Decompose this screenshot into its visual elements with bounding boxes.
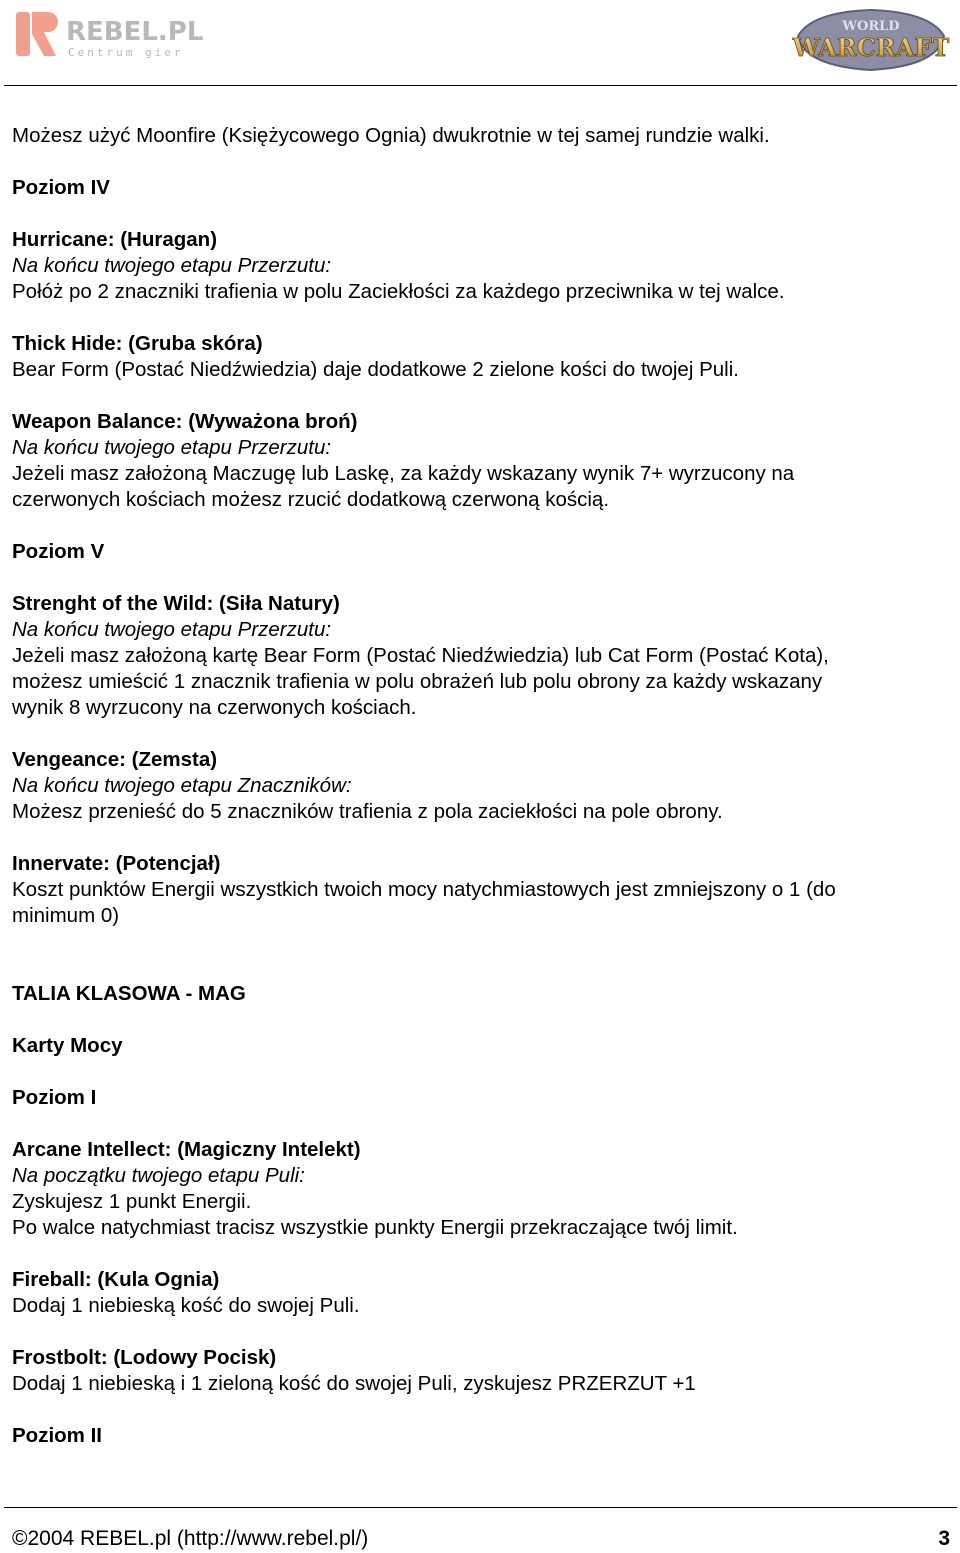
blank-line bbox=[12, 1397, 942, 1423]
text-line: Jeżeli masz założoną Maczugę lub Laskę, za każdy wskazany wynik 7+ wyrzucony na bbox=[12, 462, 795, 485]
blank-line bbox=[12, 825, 942, 851]
text-line: Zyskujesz 1 punkt Energii. bbox=[12, 1190, 252, 1213]
heading-line: TALIA KLASOWA - MAG bbox=[12, 982, 246, 1005]
svg-text:WORLD: WORLD bbox=[842, 19, 900, 34]
heading-line: Fireball: (Kula Ognia) bbox=[12, 1268, 220, 1291]
blank-line bbox=[12, 1007, 942, 1033]
blank-line bbox=[12, 305, 942, 331]
text-line: Jeżeli masz założoną kartę Bear Form (Postać Niedźwiedzia) lub Cat Form (Postać Kota), bbox=[12, 644, 829, 667]
blank-line bbox=[12, 1059, 942, 1085]
text-line: Koszt punktów Energii wszystkich twoich mocy natychmiastowych jest zmniejszony o 1 (do bbox=[12, 878, 836, 901]
heading-line: Weapon Balance: (Wyważona broń) bbox=[12, 410, 358, 433]
svg-text:WARCRAFT: WARCRAFT bbox=[792, 33, 950, 62]
page-footer bbox=[12, 1525, 950, 1553]
heading-line: Vengeance: (Zemsta) bbox=[12, 748, 218, 771]
text-line: Bear Form (Postać Niedźwiedzia) daje dodatkowe 2 zielone kości do twojej Puli. bbox=[12, 358, 739, 381]
world-of-warcraft-logo bbox=[792, 6, 950, 74]
text-line: możesz umieścić 1 znacznik trafienia w polu obrażeń lub polu obrony za każdy wskazany bbox=[12, 670, 823, 693]
heading-line: Hurricane: (Huragan) bbox=[12, 228, 218, 251]
text-line: czerwonych kościach możesz rzucić dodatkową czerwoną kością. bbox=[12, 488, 610, 511]
trigger-line: Na końcu twojego etapu Przerzutu: bbox=[12, 618, 332, 641]
blank-line bbox=[12, 1319, 942, 1345]
trigger-line: Na końcu twojego etapu Przerzutu: bbox=[12, 436, 332, 459]
heading-line: Strenght of the Wild: (Siła Natury) bbox=[12, 592, 340, 615]
text-line: Połóż po 2 znaczniki trafienia w polu Zaciekłości za każdego przeciwnika w tej walce. bbox=[12, 280, 785, 303]
page-number: 3 bbox=[938, 1527, 950, 1550]
blank-line bbox=[12, 1241, 942, 1267]
blank-line bbox=[12, 149, 942, 175]
blank-line bbox=[12, 383, 942, 409]
trigger-line: Na końcu twojego etapu Przerzutu: bbox=[12, 254, 332, 277]
text-line: Dodaj 1 niebieską kość do swojej Puli. bbox=[12, 1294, 360, 1317]
blank-line bbox=[12, 929, 942, 955]
text-line: Dodaj 1 niebieską i 1 zieloną kość do swojej Puli, zyskujesz PRZERZUT +1 bbox=[12, 1372, 696, 1395]
heading-line: Thick Hide: (Gruba skóra) bbox=[12, 332, 263, 355]
svg-text:REBEL.PL: REBEL.PL bbox=[66, 17, 204, 47]
blank-line bbox=[12, 565, 942, 591]
blank-line bbox=[12, 721, 942, 747]
blank-line bbox=[12, 201, 942, 227]
text-line: minimum 0) bbox=[12, 904, 120, 927]
text-line: Możesz przenieść do 5 znaczników trafienia z pola zaciekłości na pole obrony. bbox=[12, 800, 723, 823]
heading-line: Frostbolt: (Lodowy Pocisk) bbox=[12, 1346, 277, 1369]
heading-line: Karty Mocy bbox=[12, 1034, 123, 1057]
text-line: Po walce natychmiast tracisz wszystkie punkty Energii przekraczające twój limit. bbox=[12, 1216, 738, 1239]
heading-line: Innervate: (Potencjał) bbox=[12, 852, 221, 875]
heading-line: Poziom V bbox=[12, 540, 105, 563]
footer-copyright: ©2004 REBEL.pl (http://www.rebel.pl/) bbox=[12, 1527, 369, 1550]
text-line: wynik 8 wyrzucony na czerwonych kościach. bbox=[12, 696, 417, 719]
header-divider bbox=[4, 85, 957, 86]
text-line: Możesz użyć Moonfire (Księżycowego Ognia) dwukrotnie w tej samej rundzie walki. bbox=[12, 124, 770, 147]
page-header bbox=[0, 0, 960, 86]
heading-line: Poziom II bbox=[12, 1424, 102, 1447]
heading-line: Arcane Intellect: (Magiczny Intelekt) bbox=[12, 1138, 361, 1161]
footer-divider bbox=[4, 1507, 957, 1508]
svg-text:Centrum gier: Centrum gier bbox=[68, 46, 184, 59]
trigger-line: Na początku twojego etapu Puli: bbox=[12, 1164, 305, 1187]
blank-line bbox=[12, 955, 942, 981]
trigger-line: Na końcu twojego etapu Znaczników: bbox=[12, 774, 352, 797]
blank-line bbox=[12, 1111, 942, 1137]
heading-line: Poziom I bbox=[12, 1086, 97, 1109]
document-body bbox=[12, 123, 942, 1449]
blank-line bbox=[12, 513, 942, 539]
rebel-logo bbox=[14, 8, 204, 62]
heading-line: Poziom IV bbox=[12, 176, 110, 199]
